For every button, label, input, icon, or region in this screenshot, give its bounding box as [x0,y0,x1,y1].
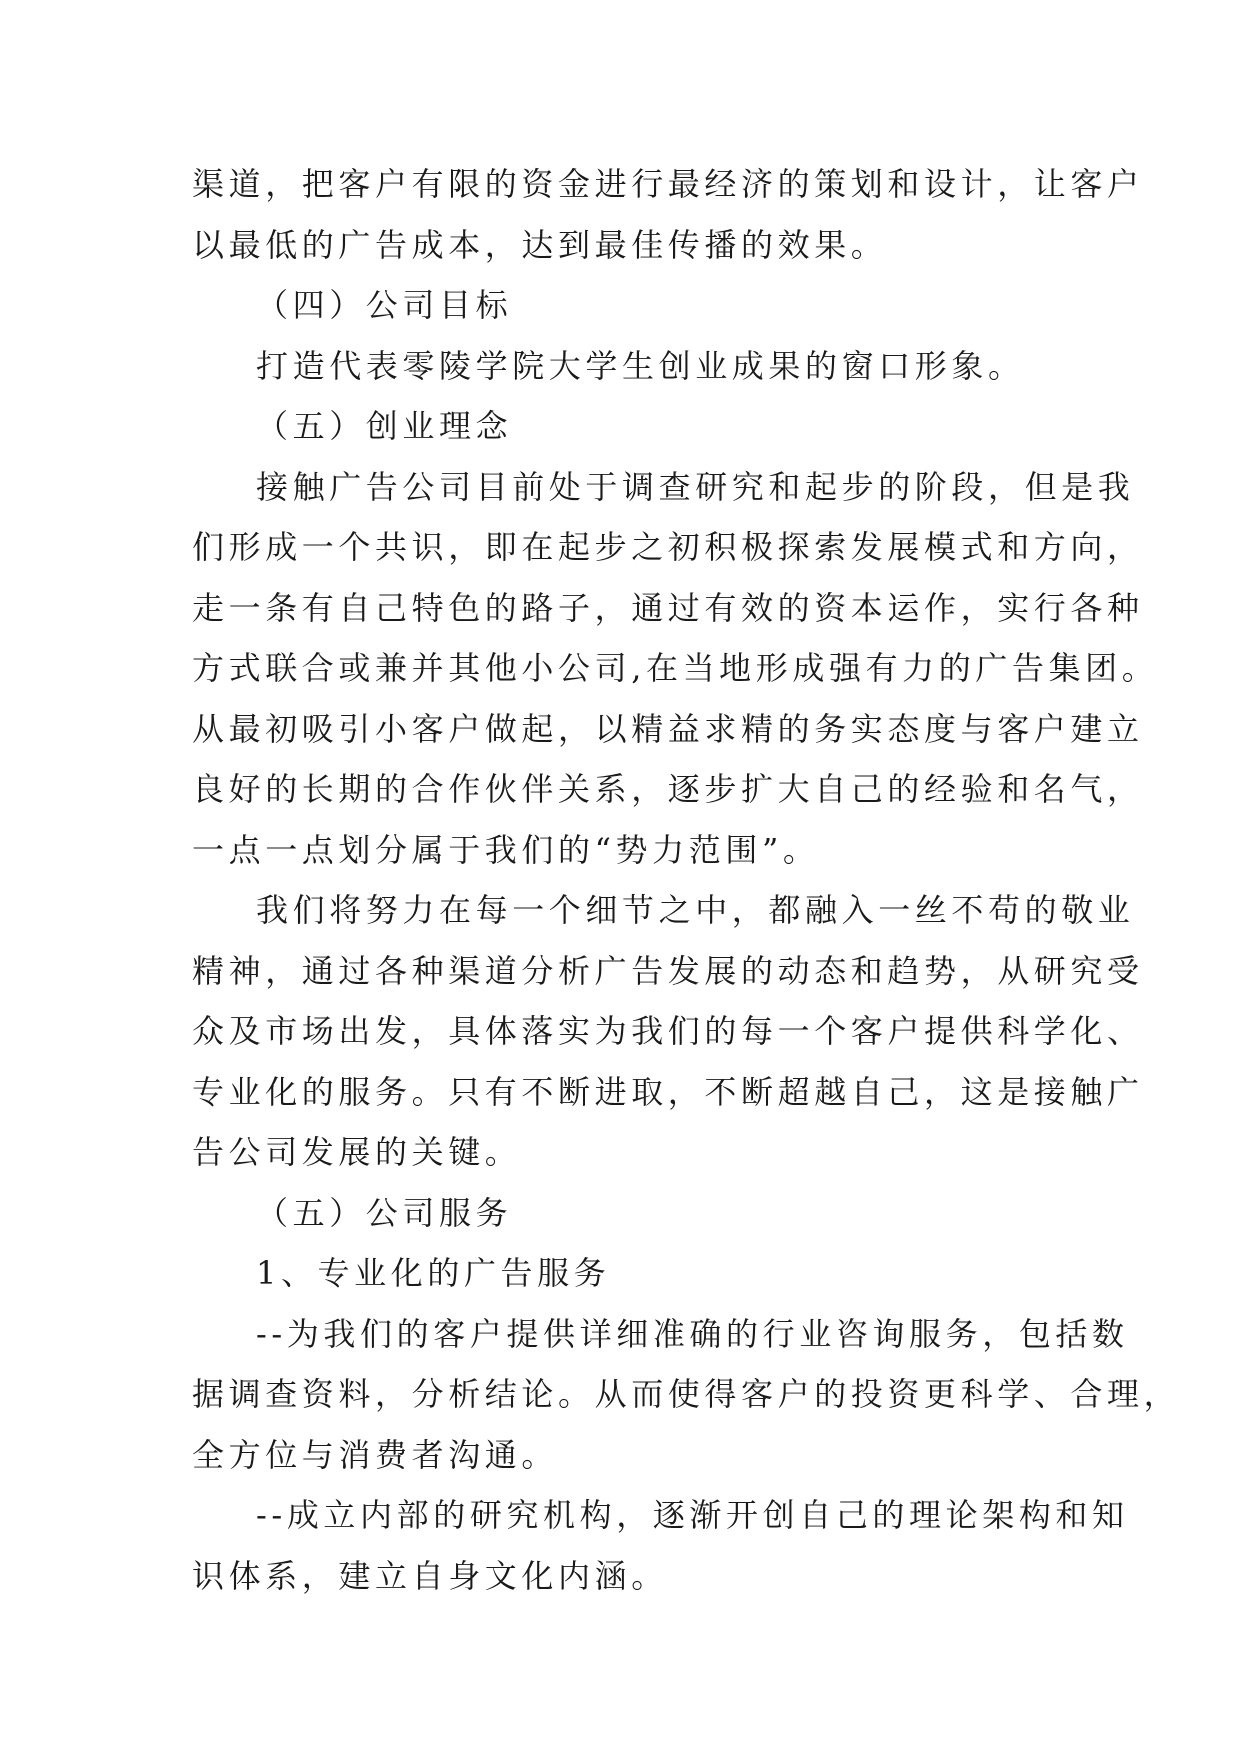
text-line-15: 众及市场出发，具体落实为我们的每一个客户提供科学化、 [192,1012,1144,1050]
text-line-23: --成立内部的研究机构，逐渐开创自己的理论架构和知 [256,1496,1129,1534]
text-line-10: 从最初吸引小客户做起，以精益求精的务实态度与客户建立 [192,709,1144,748]
text-line-1: 渠道，把客户有限的资金进行最经济的策划和设计，让客户 [192,165,1144,203]
text-line-11: 良好的长期的合作伙伴关系，逐步扩大自己的经验和名气， [192,770,1144,808]
text-line-22: 全方位与消费者沟通。 [192,1435,559,1474]
text-line-17: 告公司发展的关键。 [192,1133,522,1171]
section-heading-services: （五）公司服务 [256,1193,513,1232]
text-line-12: 一点一点划分属于我们的“势力范围”。 [192,830,820,869]
text-line-2: 以最低的广告成本，达到最佳传播的效果。 [192,225,888,264]
document-body [192,154,1181,1606]
text-line-14: 精神，通过各种渠道分析广告发展的动态和趋势，从研究受 [192,951,1144,990]
text-line-7: 们形成一个共识，即在起步之初积极探索发展模式和方向， [192,528,1144,566]
text-line-20: --为我们的客户提供详细准确的行业咨询服务，包括数 [256,1314,1129,1353]
subsection-heading-ad-services: 1、专业化的广告服务 [256,1254,611,1292]
text-line-9: 方式联合或兼并其他小公司,在当地形成强有力的广告集团。 [192,649,1159,687]
text-line-21: 据调查资料，分析结论。从而使得客户的投资更科学、合理， [192,1375,1181,1413]
text-line-24: 识体系，建立自身文化内涵。 [192,1556,668,1595]
text-line-6: 接触广告公司目前处于调查研究和起步的阶段，但是我 [256,467,1135,506]
section-heading-philosophy: （五）创业理念 [256,407,513,445]
text-line-8: 走一条有自己特色的路子，通过有效的资本运作，实行各种 [192,588,1144,627]
text-line-16: 专业化的服务。只有不断进取，不断超越自己，这是接触广 [192,1072,1144,1111]
text-line-13: 我们将努力在每一个细节之中，都融入一丝不苟的敬业 [256,891,1135,929]
section-heading-goals: （四）公司目标 [256,286,513,324]
text-line-4: 打造代表零陵学院大学生创业成果的窗口形象。 [256,346,1025,385]
